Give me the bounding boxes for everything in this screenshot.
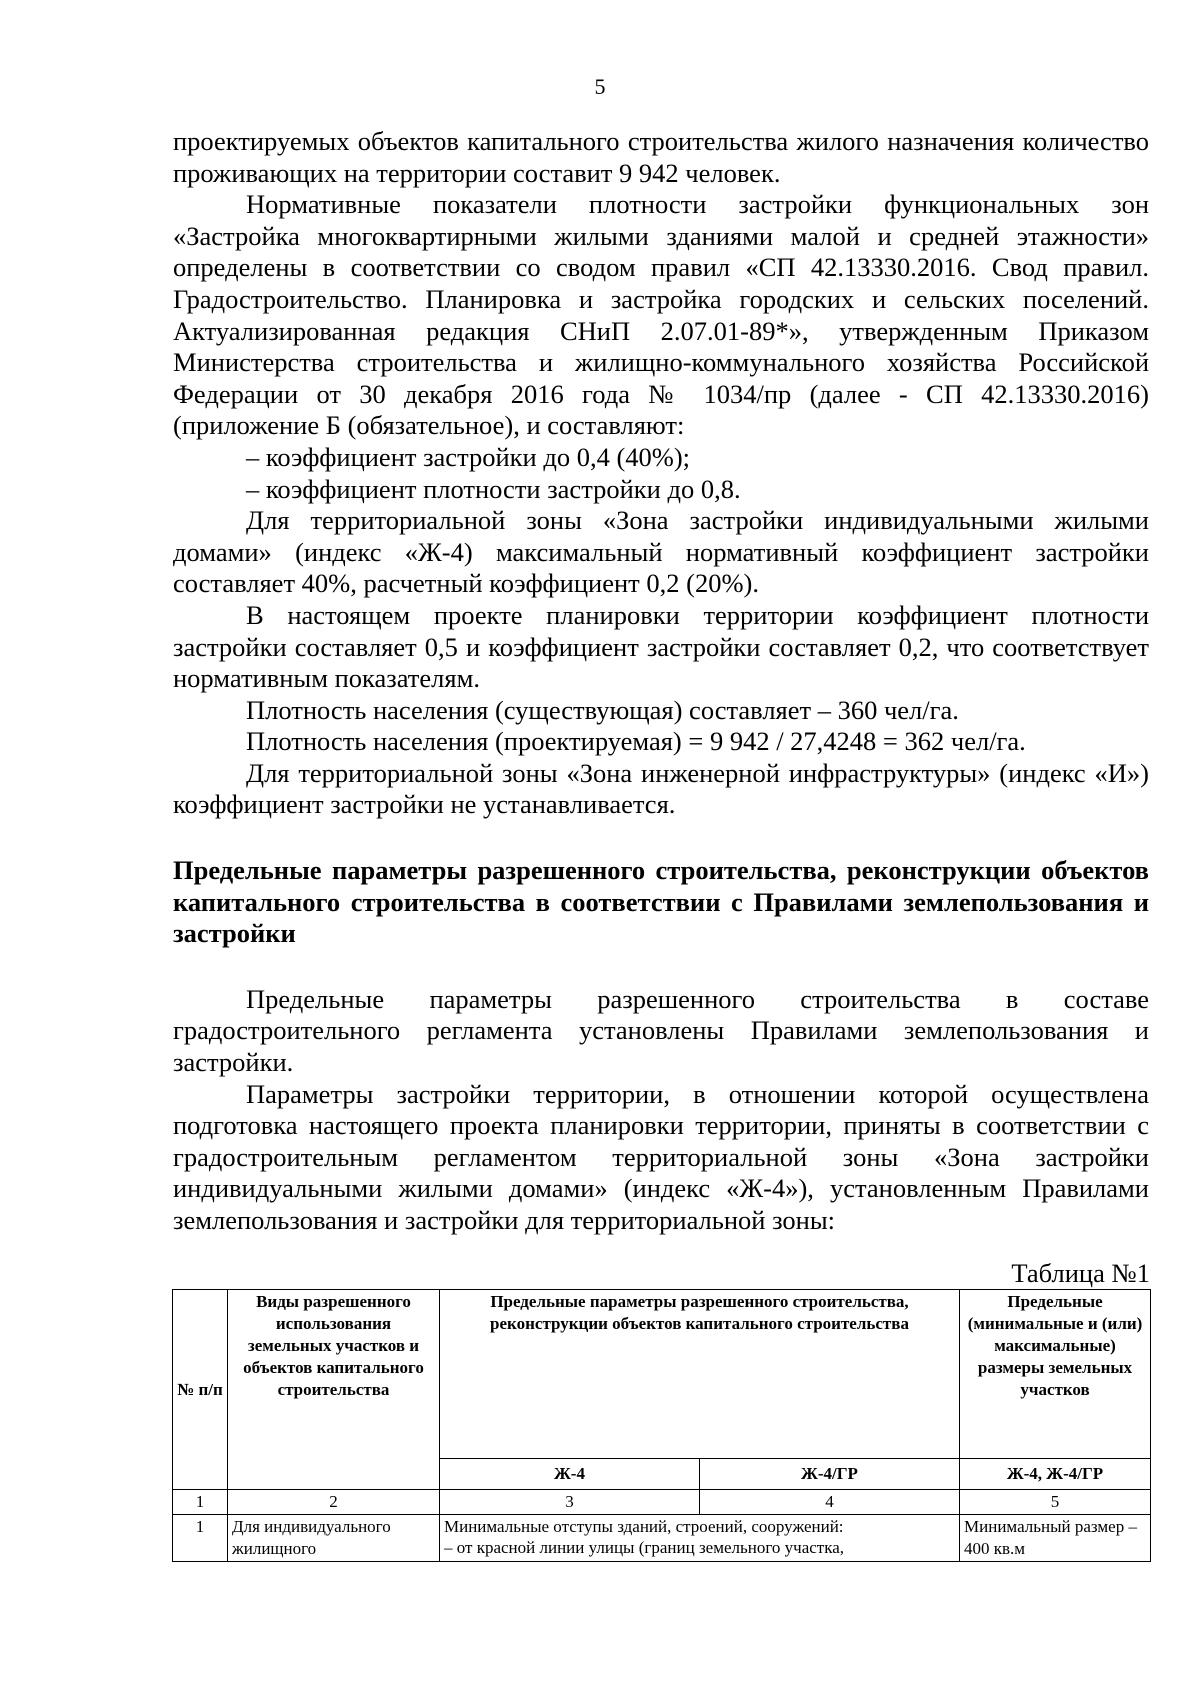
column-number: 5 — [960, 1490, 1151, 1515]
table-row — [173, 1515, 1151, 1562]
column-number: 1 — [173, 1490, 228, 1515]
table-caption: Таблица №1 — [1011, 1258, 1150, 1288]
column-number-row — [173, 1490, 1151, 1515]
paragraph: Для территориальной зоны «Зона инженерной инфраструктуры» (индекс «И») коэффициент застройки не устанавливается. — [173, 757, 1149, 820]
paragraph: В настоящем проекте планировки территории коэффициент плотности застройки составляет 0,5 и коэффициент застройки составляет 0,2, что соответствует нормативным показателям. — [173, 599, 1149, 694]
paragraph: Параметры застройки территории, в отношении которой осуществлена подготовка настоящего проекта планировки территории, приняты в соответствии с градостроительным регламентом территориальной зоны «Зона застройки индивидуальными жилыми домами» (индекс «Ж-4»), установленным Правилами землепользования и застройки для территориальной зоны: — [173, 1078, 1149, 1235]
paragraph: Для территориальной зоны «Зона застройки индивидуальными жилыми домами» (индекс «Ж-4) максимальный нормативный коэффициент застройки составляет 40%, расчетный коэффициент 0,2 (20%). — [173, 505, 1149, 599]
row-params-line: Минимальные отступы зданий, строений, сооружений: — [444, 1517, 844, 1536]
body-text — [173, 126, 1149, 1237]
section-heading: Предельные параметры разрешенного строительства, реконструкции объектов капитального строительства в соответствии с Правилами землепользования и застройки — [173, 855, 1149, 949]
row-num: 1 — [173, 1515, 228, 1562]
spacer — [173, 950, 1149, 984]
spacer — [173, 821, 1149, 855]
header-sizes: Предельные (минимальные и (или) максимальные) размеры земельных участков — [960, 1290, 1151, 1459]
row-sizes: Минимальный размер – 400 кв.м — [960, 1515, 1151, 1562]
header-use-types: Виды разрешенного использования земельных участков и объектов капитального строительства — [228, 1290, 440, 1490]
header-params: Предельные параметры разрешенного строительства, реконструкции объектов капитального строительства — [440, 1290, 960, 1459]
row-use-type: Для индивидуального жилищного — [228, 1515, 440, 1562]
header-num: № п/п — [173, 1290, 228, 1490]
page-number: 5 — [594, 74, 606, 99]
header-zone-zh4: Ж-4 — [440, 1459, 700, 1490]
parameters-table — [172, 1289, 1151, 1562]
row-params-line: – от красной линии улицы (границ земельного участка, — [444, 1538, 845, 1557]
column-number: 3 — [440, 1490, 700, 1515]
column-number: 4 — [700, 1490, 960, 1515]
table-header-row — [173, 1290, 1151, 1459]
row-params — [440, 1515, 960, 1562]
column-number: 2 — [228, 1490, 440, 1515]
header-zone-zh4-combined: Ж-4, Ж-4/ГР — [960, 1459, 1151, 1490]
paragraph: Плотность населения (проектируемая) = 9 942 / 27,4248 = 362 чел/га. — [246, 726, 1026, 757]
list-item: – коэффициент плотности застройки до 0,8. — [246, 473, 741, 504]
paragraph: проектируемых объектов капитального строительства жилого назначения количество проживающих на территории составит 9 942 человек. — [173, 126, 1149, 188]
list-item: – коэффициент застройки до 0,4 (40%); — [246, 441, 691, 472]
paragraph: Нормативные показатели плотности застройки функциональных зон «Застройка многоквартирными жилыми зданиями малой и средней этажности» определены в соответствии со сводом правил «СП 42.13330.2016. Свод правил. Градостроительство. Планировка и застройка городских и сельских поселений. Актуализированная редакция СНиП 2.07.01-89*», утвержденным Приказом Министерства строительства и жилищно-коммунального хозяйства Российской Федерации от 30 декабря 2016 года № 1034/пр (далее - СП 42.13330.2016) (приложение Б (обязательное), и составляют: — [173, 189, 1149, 441]
paragraph: Плотность населения (существующая) составляет – 360 чел/га. — [246, 694, 959, 725]
paragraph: Предельные параметры разрешенного строительства в составе градостроительного регламента установлены Правилами землепользования и застройки. — [173, 983, 1149, 1078]
header-zone-zh4-gr: Ж-4/ГР — [700, 1459, 960, 1490]
